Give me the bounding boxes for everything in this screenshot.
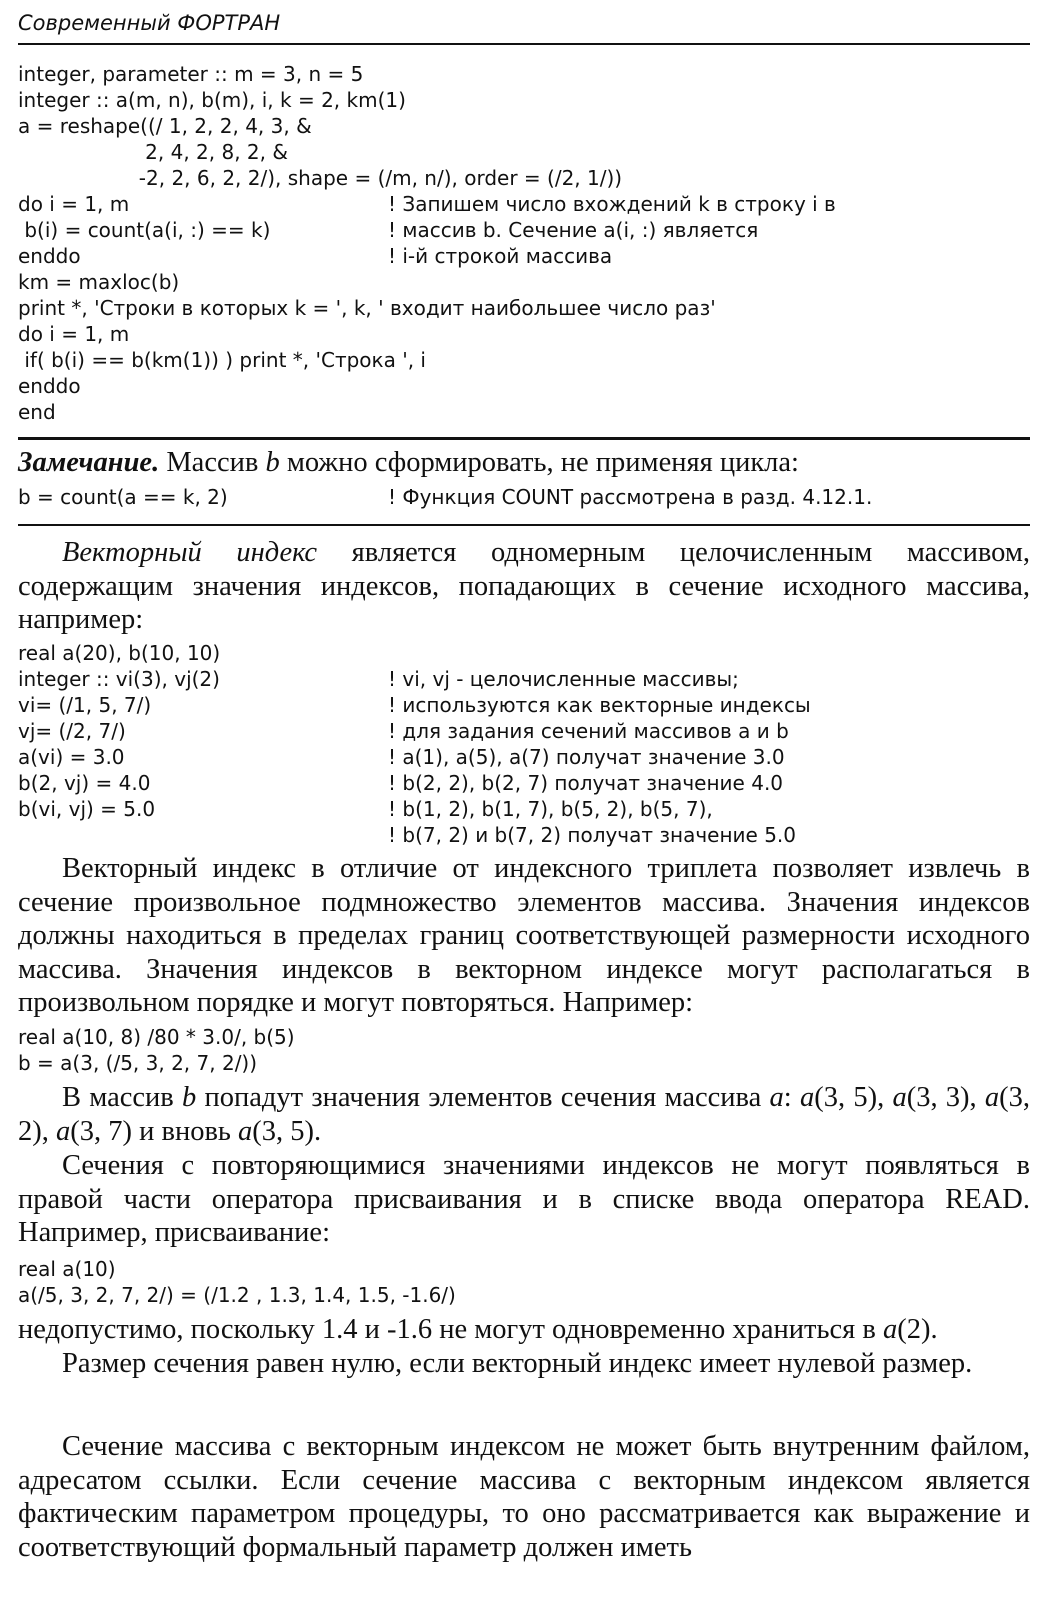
code-line — [18, 770, 1030, 796]
paragraph: Сечение массива с векторным индексом не может быть внутренним файлом, адресатом ссылки. Если сечение массива с векторным индексом является фактическим параметром процедуры, то оно рассматривается как выражение и соответствующий формальный параметр должен иметь — [18, 1431, 1030, 1563]
code-comment: ! vi, vj - целочисленные массивы; — [388, 667, 739, 691]
paragraph-text: (3, 3), — [906, 1082, 985, 1113]
code-line — [18, 796, 1030, 822]
code-line — [18, 822, 1030, 848]
math-var: a — [984, 1082, 1000, 1113]
code-listing-3 — [18, 1024, 1030, 1076]
code-comment: ! массив b. Сечение a(i, :) является — [388, 218, 759, 242]
code-line — [18, 373, 1030, 399]
paragraph-text: (3, 2), — [18, 1082, 1031, 1147]
code-line — [18, 243, 1030, 269]
math-var: a — [769, 1082, 784, 1113]
code-text: a(vi) = 3.0 — [18, 745, 125, 769]
code-text: -2, 2, 6, 2, 2/), shape = (/m, n/), order = (/2, 1/)) — [18, 166, 623, 190]
code-line — [18, 1282, 1030, 1308]
code-text: real a(10, 8) /80 * 3.0/, b(5) — [18, 1025, 295, 1049]
code-line — [18, 61, 1030, 87]
code-line — [18, 666, 1030, 692]
code-text: if( b(i) == b(km(1)) ) print *, 'Строка ', i — [18, 348, 426, 372]
code-text: b = count(a == k, 2) — [18, 485, 228, 509]
code-listing-4 — [18, 1256, 1030, 1308]
paragraph-text: (2). — [897, 1314, 938, 1345]
code-text: b = a(3, (/5, 3, 2, 7, 2/)) — [18, 1051, 258, 1075]
note-code-line — [18, 484, 1030, 510]
code-text: real a(10) — [18, 1257, 116, 1281]
math-var: a — [892, 1082, 907, 1113]
code-line — [18, 718, 1030, 744]
code-text: end — [18, 400, 56, 424]
math-var: a — [799, 1082, 815, 1113]
code-line — [18, 269, 1030, 295]
code-text: b(vi, vj) = 5.0 — [18, 797, 156, 821]
paragraph-text: недопустимо, поскольку 1.4 и -1.6 не могут одновременно храниться в — [18, 1314, 883, 1345]
math-var: b — [182, 1082, 197, 1113]
code-comment: ! Запишем число вхождений k в строку i в — [388, 192, 836, 216]
note-heading — [18, 446, 1030, 480]
code-text: do i = 1, m — [18, 322, 130, 346]
code-line — [18, 217, 1030, 243]
code-text: integer, parameter :: m = 3, n = 5 — [18, 62, 364, 86]
code-line — [18, 295, 1030, 321]
paragraph-text: (3, 5). — [252, 1115, 322, 1147]
note-text: можно сформировать, не применяя цикла: — [279, 447, 799, 478]
paragraph-text: В массив — [62, 1082, 182, 1113]
note-label: Замечание. — [18, 447, 160, 478]
code-text: a(/5, 3, 2, 7, 2/) = (/1.2 , 1.3, 1.4, 1.5, -1.6/) — [18, 1283, 456, 1307]
paragraph: Сечения с повторяющимися значениями индексов не могут появляться в правой части оператора присваивания и в списке ввода оператора READ. Например, присваивание: — [18, 1150, 1030, 1248]
code-text: integer :: vi(3), vj(2) — [18, 667, 220, 691]
term-vector-index: Векторный индекс — [62, 537, 318, 568]
paragraph-text: : — [783, 1082, 800, 1113]
code-listing-1 — [18, 61, 1030, 425]
code-text: enddo — [18, 374, 81, 398]
code-line — [18, 399, 1030, 425]
code-text: km = maxloc(b) — [18, 270, 180, 294]
code-text: a = reshape((/ 1, 2, 2, 4, 3, & — [18, 114, 312, 138]
code-comment: ! a(1), a(5), a(7) получат значение 3.0 — [388, 745, 785, 769]
code-line — [18, 139, 1030, 165]
paragraph-text: (3, 7) и вновь — [70, 1115, 239, 1147]
paragraph: Размер сечения равен нулю, если векторный индекс имеет нулевой размер. — [62, 1348, 973, 1379]
code-listing-2 — [18, 640, 1030, 848]
code-line — [18, 191, 1030, 217]
math-var: a — [882, 1314, 898, 1345]
math-var: a — [56, 1115, 71, 1147]
code-comment: ! для задания сечений массивов a и b — [388, 719, 789, 743]
code-text: vj= (/2, 7/) — [18, 719, 126, 743]
paragraph — [18, 1313, 1030, 1347]
paragraph: Векторный индекс в отличие от индексного триплета позволяет извлечь в сечение произвольное подмножество элементов массива. Значения индексов должны находиться в пределах границ соответствующей размерности исходного массива. Значения индексов в векторном индексе могут располагаться в произвольном порядке и могут повторяться. Например: — [18, 853, 1030, 1018]
code-line — [18, 347, 1030, 373]
running-header: Современный ФОРТРАН — [18, 11, 281, 35]
code-line — [18, 1256, 1030, 1282]
code-text: vi= (/1, 5, 7/) — [18, 693, 152, 717]
paragraph-text: (3, 5), — [814, 1082, 885, 1113]
note-block — [18, 446, 1030, 510]
code-line — [18, 1050, 1030, 1076]
code-text: integer :: a(m, n), b(m), i, k = 2, km(1) — [18, 88, 406, 112]
note-text: Массив — [159, 447, 266, 478]
note-top-rule — [18, 437, 1030, 440]
code-line — [18, 113, 1030, 139]
code-line — [18, 87, 1030, 113]
paragraph-text: является одномерным целочисленным массивом, содержащим значения индексов, попадающих в сечение исходного массива, например: — [18, 537, 1030, 635]
code-comment: ! Функция COUNT рассмотрена в разд. 4.12.1. — [388, 485, 873, 509]
note-bottom-rule — [18, 524, 1030, 526]
code-comment: ! используются как векторные индексы — [388, 693, 811, 717]
code-comment: ! i-й строкой массива — [388, 244, 613, 268]
code-text: 2, 4, 2, 8, 2, & — [18, 140, 288, 164]
book-page — [18, 0, 1030, 1600]
paragraph — [18, 1081, 1030, 1148]
paragraph-text: попадут значения элементов сечения массива — [196, 1082, 770, 1113]
code-line — [18, 640, 1030, 666]
code-text: b(i) = count(a(i, :) == k) — [18, 218, 271, 242]
code-comment: ! b(2, 2), b(2, 7) получат значение 4.0 — [388, 771, 784, 795]
note-variable: b — [265, 447, 280, 478]
code-text: print *, 'Строки в которых k = ', k, ' входит наибольшее число раз' — [18, 296, 716, 320]
header-rule — [18, 43, 1030, 45]
code-text: b(2, vj) = 4.0 — [18, 771, 151, 795]
code-line — [18, 692, 1030, 718]
code-text: enddo — [18, 244, 81, 268]
code-line — [18, 165, 1030, 191]
code-text: do i = 1, m — [18, 192, 130, 216]
code-comment: ! b(7, 2) и b(7, 2) получат значение 5.0 — [388, 823, 797, 847]
code-text: real a(20), b(10, 10) — [18, 641, 221, 665]
code-line — [18, 744, 1030, 770]
math-var: a — [238, 1115, 253, 1147]
code-comment: ! b(1, 2), b(1, 7), b(5, 2), b(5, 7), — [388, 797, 713, 821]
paragraph — [18, 536, 1030, 637]
code-line — [18, 1024, 1030, 1050]
code-line — [18, 321, 1030, 347]
